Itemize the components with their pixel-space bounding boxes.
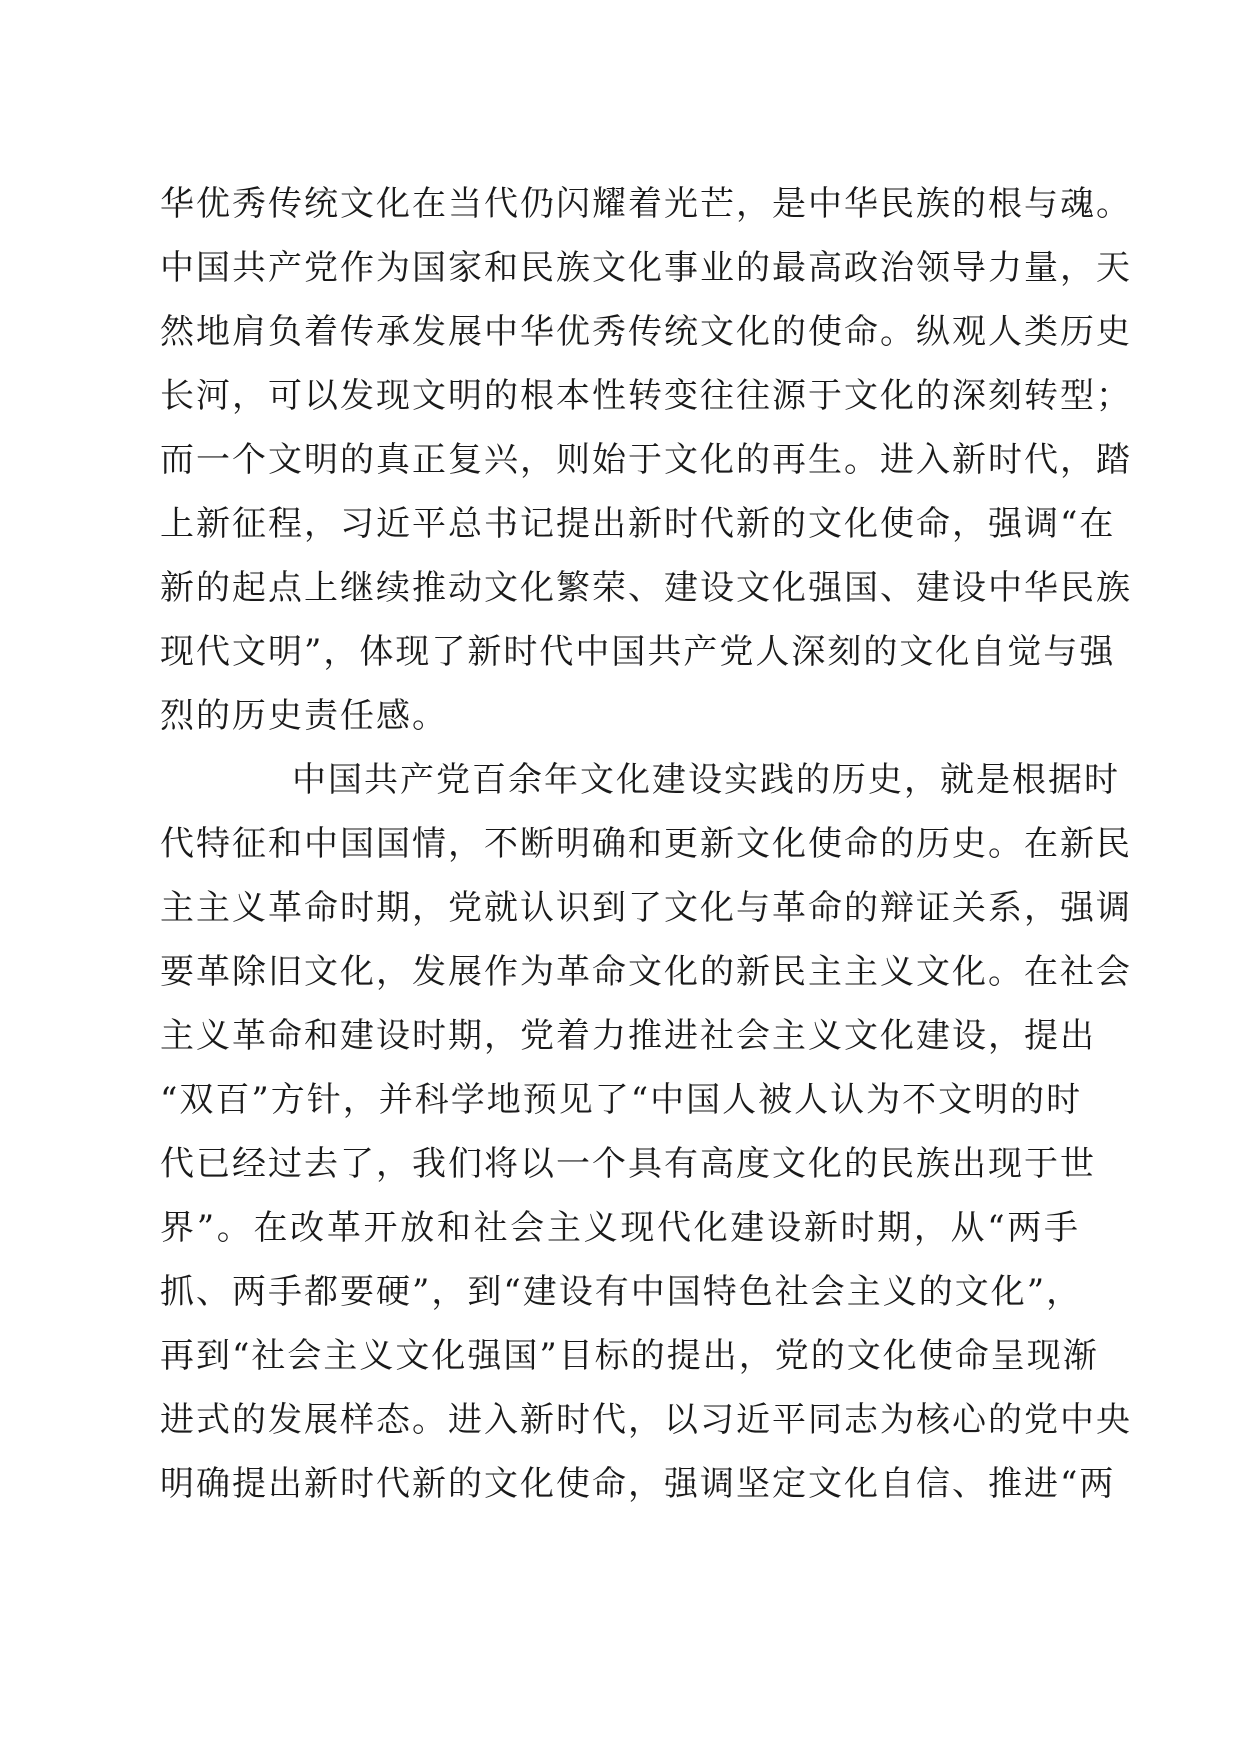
text-line: 抓、两手都要硬”，到“建设有中国特色社会主义的文化”， xyxy=(160,1272,1083,1312)
text-line: 主义革命和建设时期，党着力推进社会主义文化建设，提出 xyxy=(160,1016,1096,1056)
text-line: 上新征程，习近平总书记提出新时代新的文化使命，强调“在 xyxy=(160,504,1116,544)
text-line: 烈的历史责任感。 xyxy=(160,696,448,736)
text-line: 中国共产党百余年文化建设实践的历史，就是根据时 xyxy=(292,760,1120,800)
text-line: 再到“社会主义文化强国”目标的提出，党的文化使命呈现渐 xyxy=(160,1336,1099,1376)
text-line: 代已经过去了，我们将以一个具有高度文化的民族出现于世 xyxy=(160,1144,1096,1184)
text-line: 新的起点上继续推动文化繁荣、建设文化强国、建设中华民族 xyxy=(160,568,1132,608)
text-line: 代特征和中国国情，不断明确和更新文化使命的历史。在新民 xyxy=(160,824,1132,864)
text-line: 要革除旧文化，发展作为革命文化的新民主主义文化。在社会 xyxy=(160,952,1132,992)
paragraph-2 xyxy=(160,748,1132,1516)
text-line: 中国共产党作为国家和民族文化事业的最高政治领导力量，天 xyxy=(160,248,1132,288)
text-line: “双百”方针，并科学地预见了“中国人被人认为不文明的时 xyxy=(160,1080,1083,1120)
text-line: 长河，可以发现文明的根本性转变往往源于文化的深刻转型； xyxy=(160,376,1132,416)
text-line: 界”。在改革开放和社会主义现代化建设新时期，从“两手 xyxy=(160,1208,1080,1248)
text-line: 而一个文明的真正复兴，则始于文化的再生。进入新时代，踏 xyxy=(160,440,1132,480)
text-line: 现代文明”，体现了新时代中国共产党人深刻的文化自觉与强 xyxy=(160,632,1116,672)
text-line: 明确提出新时代新的文化使命，强调坚定文化自信、推进“两 xyxy=(160,1464,1116,1504)
text-line: 然地肩负着传承发展中华优秀传统文化的使命。纵观人类历史 xyxy=(160,312,1132,352)
text-line: 华优秀传统文化在当代仍闪耀着光芒，是中华民族的根与魂。 xyxy=(160,184,1132,224)
text-line: 进式的发展样态。进入新时代，以习近平同志为核心的党中央 xyxy=(160,1400,1132,1440)
text-line: 主主义革命时期，党就认识到了文化与革命的辩证关系，强调 xyxy=(160,888,1132,928)
paragraph-1 xyxy=(160,172,1132,748)
body-text xyxy=(160,172,1132,1516)
